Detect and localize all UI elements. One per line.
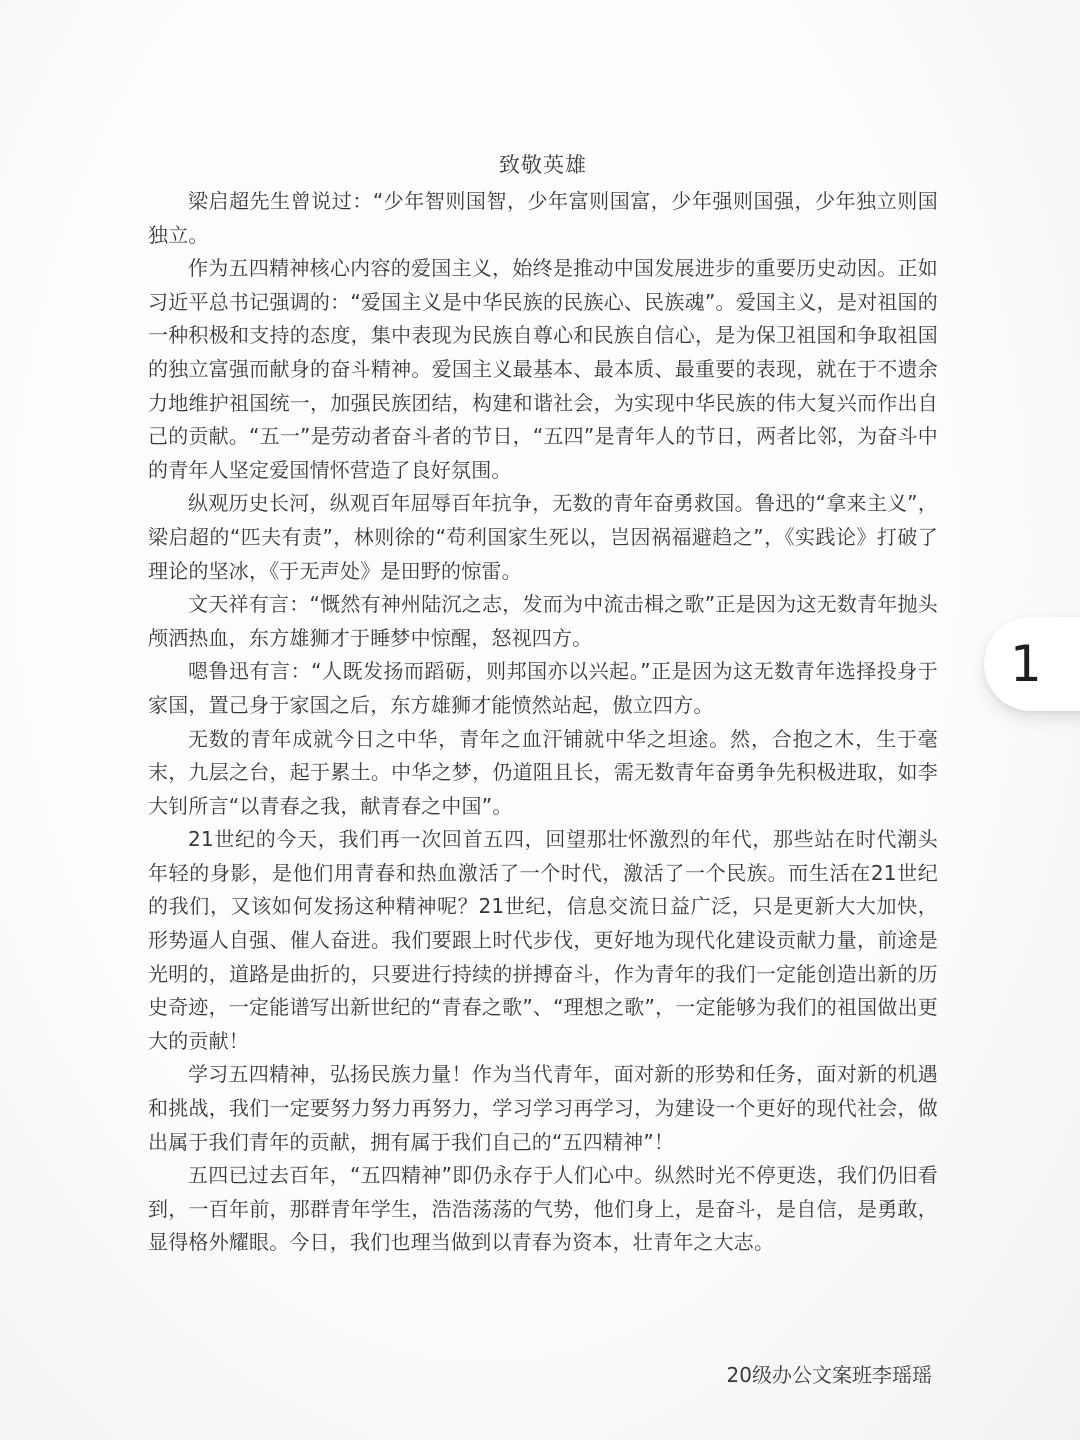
author-signature: 20级办公文案班李瑶瑶 [726,1363,932,1387]
paragraph: 文天祥有言：“慨然有神州陆沉之志，发而为中流击楫之歌”正是因为这无数青年抛头颅洒热血，东方雄狮才于睡梦中惊醒，怒视四方。 [148,592,938,650]
paragraph: 作为五四精神核心内容的爱国主义，始终是推动中国发展进步的重要历史动因。正如习近平总书记强调的：“爱国主义是中华民族的民族心、民族魂”。爱国主义，是对祖国的一种积极和支持的态度，集中表现为民族自尊心和民族自信心，是为保卫祖国和争取祖国的独立富强而献身的奋斗精神。爱国主义最基本、最本质、最重要的表现，就在于不遗余力地维护祖国统一，加强民族团结，构建和谐社会，为实现中华民族的伟大复兴而作出自己的贡献。“五一”是劳动者奋斗者的节日，“五四”是青年人的节日，两者比邻，为奋斗中的青年人坚定爱国情怀营造了良好氛围。 [148,256,938,482]
page-number: 1 [1010,635,1042,693]
paragraph: 纵观历史长河，纵观百年屈辱百年抗争，无数的青年奋勇救国。鲁迅的“拿来主义”，梁启超的“匹夫有责”，林则徐的“苟利国家生死以，岂因祸福避趋之”，《实践论》打破了理论的坚冰，《于无声处》是田野的惊雷。 [148,491,938,583]
paragraph: 嗯鲁迅有言：“人既发扬而蹈砺，则邦国亦以兴起。”正是因为这无数青年选择投身于家国，置己身于家国之后，东方雄狮才能愤然站起，傲立四方。 [148,659,938,717]
paragraph: 无数的青年成就今日之中华，青年之血汗铺就中华之坦途。然，合抱之木，生于毫末，九层之台，起于累土。中华之梦，仍道阻且长，需无数青年奋勇争先积极进取，如李大钊所言“以青春之我，献青春之中国”。 [148,726,938,818]
document-title: 致敬英雄 [499,153,587,177]
paragraph: 学习五四精神，弘扬民族力量！作为当代青年，面对新的形势和任务，面对新的机遇和挑战，我们一定要努力努力再努力，学习学习再学习，为建设一个更好的现代社会，做出属于我们青年的贡献，拥有属于我们自己的“五四精神”！ [148,1062,938,1154]
paragraph: 梁启超先生曾说过：“少年智则国智，少年富则国富，少年强则国强，少年独立则国独立。 [148,189,938,247]
page-number-badge [984,617,1080,711]
document-page [148,148,938,1392]
document-body [148,185,938,1260]
paragraph: 21世纪的今天，我们再一次回首五四，回望那壮怀激烈的年代，那些站在时代潮头年轻的身影，是他们用青春和热血激活了一个时代，激活了一个民族。而生活在21世纪的我们，又该如何发扬这种精神呢？21世纪，信息交流日益广泛，只是更新大大加快，形势逼人自强、催人奋进。我们要跟上时代步伐，更好地为现代化建设贡献力量，前途是光明的，道路是曲折的，只要进行持续的拼搏奋斗，作为青年的我们一定能创造出新的历史奇迹，一定能谱写出新世纪的“青春之歌”、“理想之歌”，一定能够为我们的祖国做出更大的贡献！ [148,827,938,1053]
paragraph: 五四已过去百年，“五四精神”即仍永存于人们心中。纵然时光不停更迭，我们仍旧看到，一百年前，那群青年学生，浩浩荡荡的气势，他们身上，是奋斗，是自信，是勇敢，显得格外耀眼。今日，我们也理当做到以青春为资本，壮青年之大志。 [148,1163,938,1255]
